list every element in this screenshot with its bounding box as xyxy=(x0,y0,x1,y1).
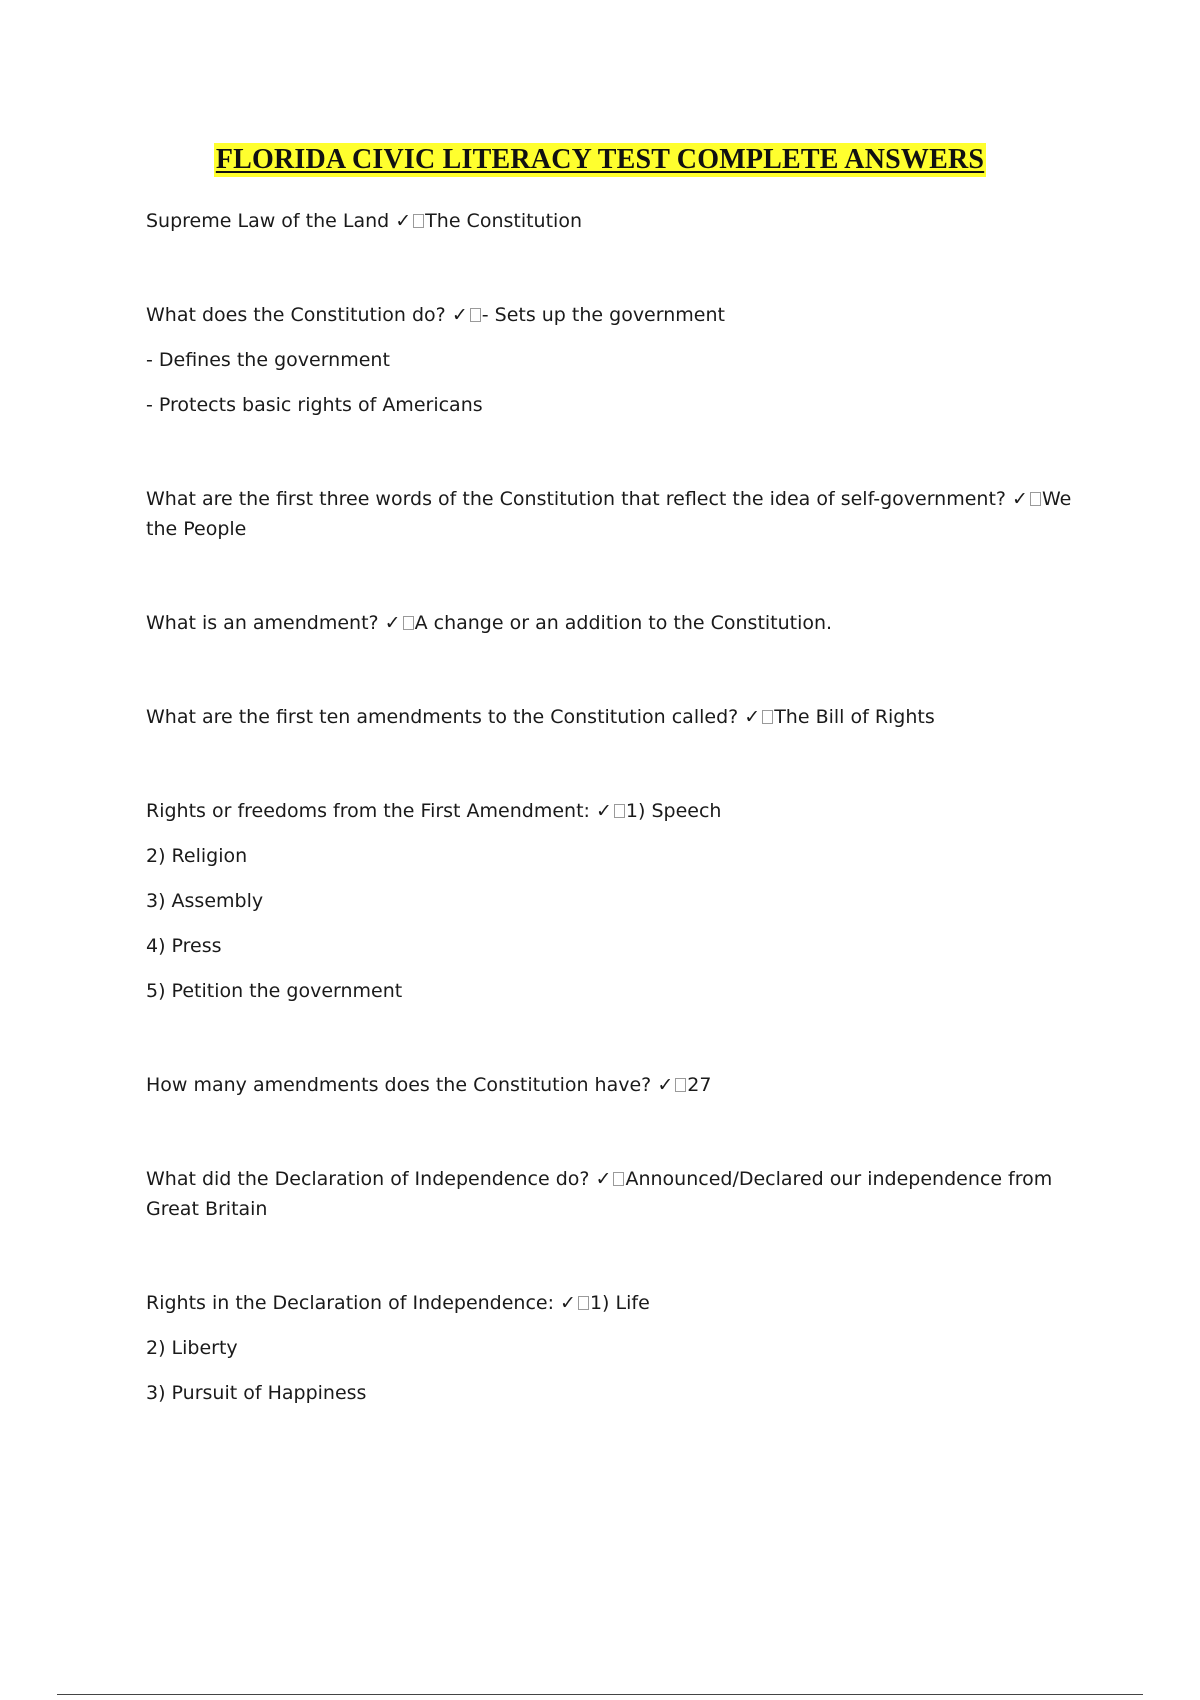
empty-box-icon xyxy=(675,1078,686,1092)
qa-item xyxy=(146,300,1081,420)
empty-box-icon xyxy=(613,1172,624,1186)
answer-subline: 5) Petition the government xyxy=(146,980,403,1002)
qa-item xyxy=(146,484,1081,544)
answer-subline: 2) Religion xyxy=(146,845,248,867)
answer-text: The Constitution xyxy=(425,210,582,232)
question-text: Rights in the Declaration of Independence: xyxy=(146,1292,554,1314)
qa-item xyxy=(146,206,1081,236)
question-text: Supreme Law of the Land xyxy=(146,210,390,232)
check-icon: ✓ xyxy=(560,1292,576,1314)
answer-text: Announced/Declared our independence from Great Britain xyxy=(146,1168,1053,1220)
answer-subline: - Defines the government xyxy=(146,349,390,371)
answer-text: A change or an addition to the Constitution. xyxy=(414,612,833,634)
qa-item xyxy=(146,796,1081,1006)
qa-item xyxy=(146,1288,1081,1408)
check-icon: ✓ xyxy=(744,706,761,728)
qa-line xyxy=(146,1288,1081,1318)
answer-subline: 2) Liberty xyxy=(146,1337,238,1359)
answer-text: 27 xyxy=(687,1074,712,1096)
qa-line xyxy=(146,796,1081,826)
empty-box-icon xyxy=(413,214,424,228)
qa-line xyxy=(146,300,1081,330)
answer-text: We the People xyxy=(146,488,1072,540)
answer-subline: 3) Assembly xyxy=(146,890,264,912)
qa-list xyxy=(146,206,1081,1472)
empty-box-icon xyxy=(578,1296,589,1310)
qa-line xyxy=(146,1164,1081,1224)
question-text: Rights or freedoms from the First Amendment: xyxy=(146,800,590,822)
qa-line xyxy=(146,702,1081,732)
qa-item xyxy=(146,702,1081,732)
answer-text: The Bill of Rights xyxy=(774,706,935,728)
footer-divider xyxy=(57,1694,1143,1695)
empty-box-icon xyxy=(470,308,481,322)
question-text: What did the Declaration of Independence do? xyxy=(146,1168,590,1190)
qa-line xyxy=(146,608,1081,638)
check-icon: ✓ xyxy=(595,1168,612,1190)
answer-subline: 3) Pursuit of Happiness xyxy=(146,1382,367,1404)
check-icon: ✓ xyxy=(451,304,468,326)
answer-text: 1) Speech xyxy=(625,800,722,822)
answer-subline: - Protects basic rights of Americans xyxy=(146,394,483,416)
qa-item xyxy=(146,608,1081,638)
question-text: What are the first ten amendments to the Constitution called? xyxy=(146,706,739,728)
empty-box-icon xyxy=(1030,492,1041,506)
question-text: What is an amendment? xyxy=(146,612,379,634)
qa-line xyxy=(146,1070,1081,1100)
question-text: What are the first three words of the Constitution that reflect the idea of self-government? xyxy=(146,488,1006,510)
qa-line xyxy=(146,206,1081,236)
empty-box-icon xyxy=(614,804,625,818)
page-title: FLORIDA CIVIC LITERACY TEST COMPLETE ANSWERS xyxy=(215,144,985,175)
empty-box-icon xyxy=(403,616,414,630)
check-icon: ✓ xyxy=(1012,488,1028,510)
title-wrap xyxy=(0,143,1200,177)
qa-line xyxy=(146,484,1081,544)
qa-item xyxy=(146,1164,1081,1224)
empty-box-icon xyxy=(762,710,773,724)
qa-item xyxy=(146,1070,1081,1100)
check-icon: ✓ xyxy=(657,1074,674,1096)
check-icon: ✓ xyxy=(384,612,401,634)
answer-subline: 4) Press xyxy=(146,935,222,957)
answer-text: - Sets up the government xyxy=(481,304,725,326)
check-icon: ✓ xyxy=(395,210,412,232)
answer-text: 1) Life xyxy=(589,1292,650,1314)
question-text: How many amendments does the Constitution have? xyxy=(146,1074,652,1096)
question-text: What does the Constitution do? xyxy=(146,304,446,326)
check-icon: ✓ xyxy=(595,800,612,822)
